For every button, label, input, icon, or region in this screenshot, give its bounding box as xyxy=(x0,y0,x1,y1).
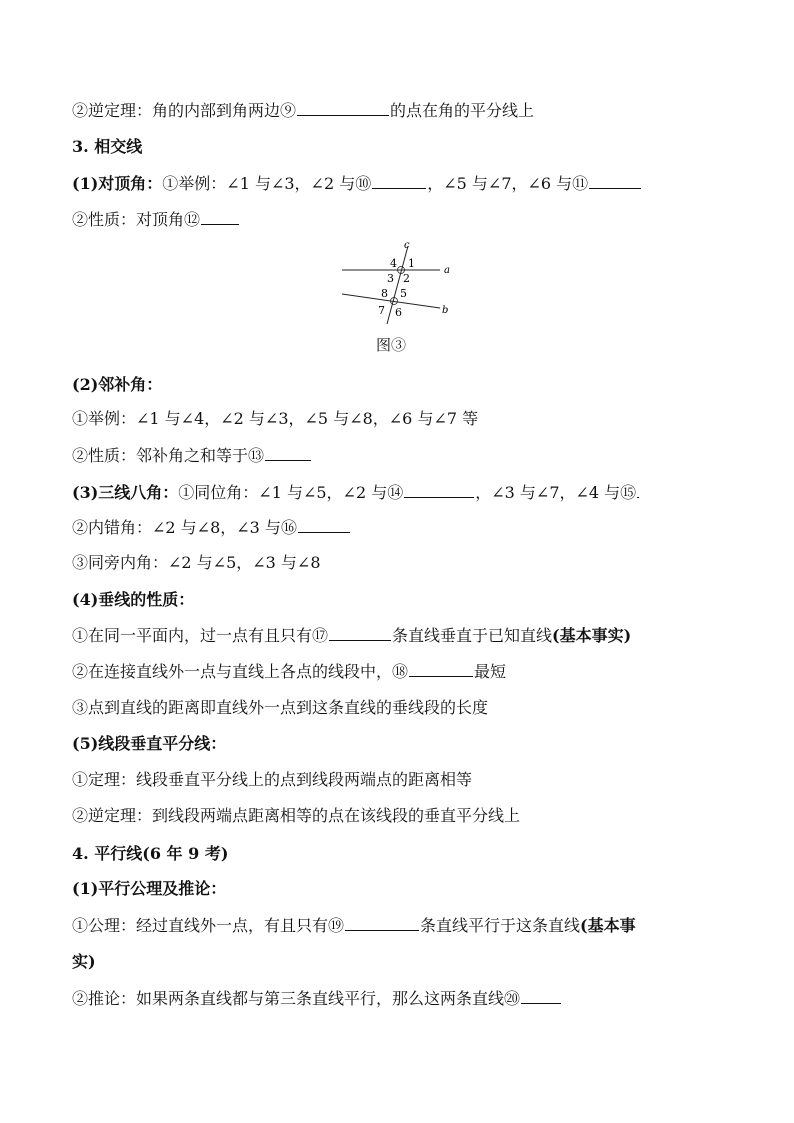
subheading: (1)对顶角： xyxy=(72,174,163,193)
line-inverse-theorem xyxy=(72,99,534,122)
line-vertical-angles-example xyxy=(72,172,642,195)
text: 条直线垂直于已知直线 xyxy=(392,626,553,645)
blank-10: ⑩ xyxy=(355,174,427,193)
text: ②逆定理：角的内部到角两边 xyxy=(72,101,281,120)
label-5: 5 xyxy=(400,287,407,300)
perpendicular-heading: (4)垂线的性质： xyxy=(72,590,195,609)
text: ②推论：如果两条直线都与第三条直线平行，那么这两条直线 xyxy=(72,989,505,1008)
blank-20: ⑳ xyxy=(504,989,562,1008)
basic-fact-note: (基本事实) xyxy=(552,626,632,645)
text: ①在同一平面内，过一点有且只有 xyxy=(72,626,313,645)
label-6: 6 xyxy=(395,306,402,319)
text: 的点在角的平分线上 xyxy=(390,101,535,120)
section-4-heading: 4. 平行线(6 年 9 考) xyxy=(72,844,229,863)
label-4: 4 xyxy=(390,257,397,270)
perpendicular-bisector-heading: (5)线段垂直平分线： xyxy=(72,734,227,753)
label-1: 1 xyxy=(408,257,415,270)
text: ②性质：对顶角 xyxy=(72,210,185,229)
line-perpendicular-2 xyxy=(72,660,506,683)
label-b: b xyxy=(442,305,449,316)
line-supplementary-property xyxy=(72,444,312,467)
line-alternate-angles xyxy=(72,516,351,539)
text: ②在连接直线外一点与直线上各点的线段中， xyxy=(72,662,393,681)
text: ，∠5 与∠7，∠6 与 xyxy=(427,174,573,193)
text: ，∠3 与∠7，∠4 与 xyxy=(475,483,621,502)
line-co-interior-angles: ③同旁内角：∠2 与∠5，∠3 与∠8 xyxy=(72,553,321,572)
text: 最短 xyxy=(474,662,507,681)
text: ②性质：邻补角之和等于 xyxy=(72,446,249,465)
line-parallel-axiom xyxy=(72,914,636,937)
blank-11: ⑪ xyxy=(572,174,642,193)
line-parallel-corollary xyxy=(72,987,562,1010)
line-perpendicular-1 xyxy=(72,624,631,647)
blank-19: ⑲ xyxy=(328,916,420,935)
basic-fact-note: (基本事 xyxy=(580,916,636,935)
blank-13: ⑬ xyxy=(248,446,312,465)
line-supplementary-example: ①举例：∠1 与∠4，∠2 与∠3，∠5 与∠8，∠6 与∠7 等 xyxy=(72,409,479,428)
blank-12: ⑫ xyxy=(184,210,240,229)
text: ②内错角：∠2 与∠8，∠3 与 xyxy=(72,518,281,537)
line-bisector-theorem: ①定理：线段垂直平分线上的点到线段两端点的距离相等 xyxy=(72,770,473,789)
line-vertical-angles-property xyxy=(72,208,240,231)
label-8: 8 xyxy=(381,287,388,300)
blank-17: ⑰ xyxy=(312,626,392,645)
intersecting-lines-figure xyxy=(340,240,460,324)
subheading: (3)三线八角： xyxy=(72,483,179,502)
parallel-axiom-heading: (1)平行公理及推论： xyxy=(72,879,227,898)
blank-9: ⑨ xyxy=(280,101,390,120)
line-perpendicular-3: ③点到直线的距离即直线外一点到这条直线的垂线段的长度 xyxy=(72,698,489,717)
blank-18: ⑱ xyxy=(392,662,474,681)
label-3: 3 xyxy=(387,272,394,285)
line-parallel-axiom-cont: 实) xyxy=(72,952,96,971)
figure-caption: 图③ xyxy=(376,336,407,354)
text: 条直线平行于这条直线 xyxy=(420,916,581,935)
line-corresponding-angles xyxy=(72,481,640,504)
label-2: 2 xyxy=(403,272,410,285)
text: ①同位角：∠1 与∠5，∠2 与 xyxy=(178,483,388,502)
label-7: 7 xyxy=(378,304,385,317)
text: ①举例：∠1 与∠3，∠2 与 xyxy=(162,174,356,193)
text: ①公理：经过直线外一点，有且只有 xyxy=(72,916,329,935)
label-c: c xyxy=(404,240,410,251)
section-3-heading: 3. 相交线 xyxy=(72,137,143,156)
line-bisector-inverse: ②逆定理：到线段两端点距离相等的点在该线段的垂直平分线上 xyxy=(72,806,521,825)
blank-16: ⑯ xyxy=(281,518,351,537)
blank-15: ⑮ xyxy=(620,483,640,502)
supplementary-angles-heading: (2)邻补角： xyxy=(72,375,163,394)
label-a: a xyxy=(444,265,450,276)
blank-14: ⑭ xyxy=(387,483,475,502)
